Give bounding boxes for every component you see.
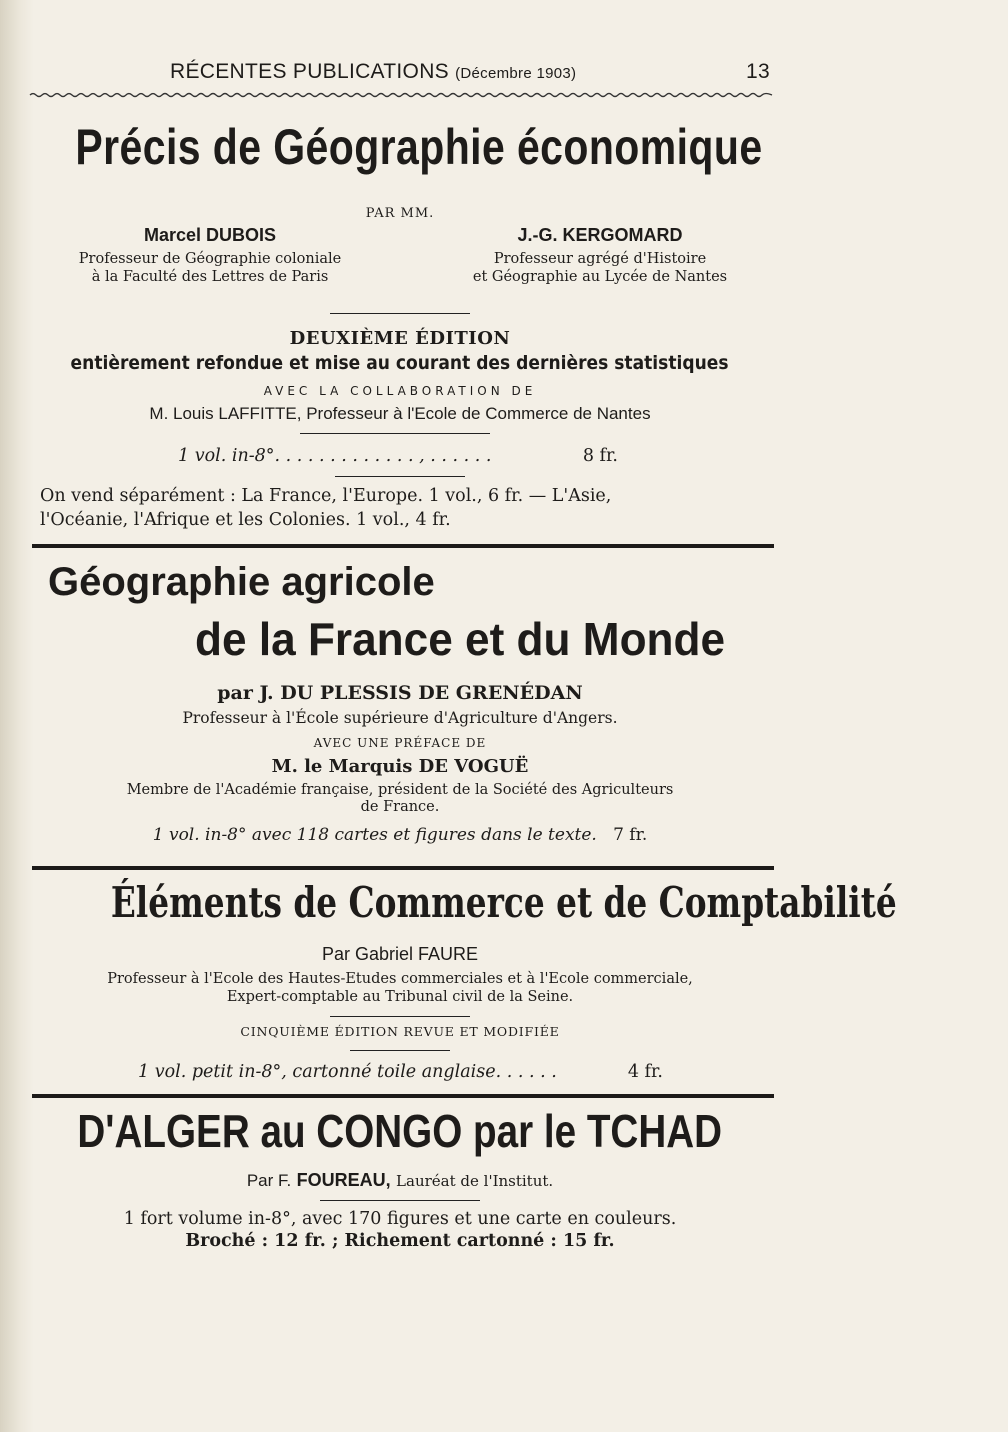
author1: [30, 225, 390, 286]
author1-role-line1: Professeur de Géographie coloniale: [78, 251, 342, 267]
book3-title-wrap: [0, 878, 897, 927]
book2-format-row: [0, 825, 800, 845]
book4-format: 1 fort volume in-8°, avec 170 figures et une carte en couleurs. Broché : 12 fr. ; Richement cartonné : 15 fr.: [123, 1209, 677, 1251]
author1-name: Marcel DUBOIS: [143, 225, 277, 245]
divider: [350, 1050, 450, 1051]
book3-author-role: Professeur à l'Ecole des Hautes-Etudes commerciales et à l'Ecole commerciale, Expert-comptable au Tribunal civil de la Seine.: [107, 971, 693, 1005]
divider: [335, 476, 465, 477]
divider: [320, 1200, 480, 1201]
book3-edition: CINQUIÈME ÉDITION REVUE ET MODIFIÉE: [240, 1024, 560, 1039]
book4-title: D'ALGER au CONGO par le TCHAD: [77, 1105, 723, 1157]
book3-format-row: [138, 1060, 663, 1084]
page-number: 13: [746, 60, 770, 83]
book1-separate: [40, 484, 775, 532]
section-rule: [32, 544, 774, 548]
book1-separate-line1: On vend séparément : La France, l'Europe. 1 vol., 6 fr. — L'Asie,: [40, 486, 612, 506]
book3-price: 4 fr.: [627, 1062, 663, 1082]
book2-price: 7 fr.: [613, 825, 648, 845]
running-header: [30, 60, 770, 84]
book1-collaborator: M. Louis LAFFITTE, Professeur à l'Ecole de Commerce de Nantes: [149, 404, 651, 423]
book1-edition-desc: entièrement refondue et mise au courant des dernières statistiques: [70, 352, 730, 374]
wavy-rule: [30, 92, 772, 98]
author1-role-line2: à la Faculté des Lettres de Paris: [91, 269, 329, 285]
book2-preface: AVEC UNE PRÉFACE DE: [313, 736, 487, 750]
book1-format: 1 vol. in-8°. . . . . . . . . . . . . , . . . . . .: [178, 446, 492, 466]
book1-edition: DEUXIÈME ÉDITION: [289, 328, 511, 349]
book2-title-line2: de la France et du Monde: [194, 613, 726, 665]
book3-title: Éléments de Commerce et de Comptabilité: [110, 878, 897, 927]
section-rule: [32, 1094, 774, 1098]
book1-title-wrap: [0, 118, 800, 176]
book3-format: 1 vol. petit in-8°, cartonné toile anglaise. . . . . .: [138, 1062, 557, 1082]
section-rule: [32, 866, 774, 870]
book1-by: PAR MM.: [365, 206, 435, 221]
divider: [330, 313, 470, 314]
book1-separate-line2: l'Océanie, l'Afrique et les Colonies. 1 vol., 4 fr.: [40, 510, 451, 530]
book1-format-row: [178, 444, 618, 468]
book2-title-line1: Géographie agricole: [48, 560, 435, 604]
running-title: RÉCENTES PUBLICATIONS: [170, 60, 449, 83]
header-date: (Décembre 1903): [455, 65, 577, 82]
author2-role-line1: Professeur agrégé d'Histoire: [493, 251, 707, 267]
book1-price: 8 fr.: [582, 446, 618, 466]
book2-preface-author: M. le Marquis DE VOGUË: [271, 756, 529, 777]
author2: [420, 225, 780, 286]
book1-title: Précis de Géographie économique: [75, 119, 763, 175]
book2-title-line1-wrap: [48, 560, 848, 605]
divider: [330, 1016, 470, 1017]
book2-author: par J. DU PLESSIS DE GRENÉDAN: [217, 682, 583, 704]
divider: [300, 433, 490, 434]
book3-author: Par Gabriel FAURE: [321, 944, 479, 964]
book4-author: Par F. FOUREAU, Lauréat de l'Institut.: [246, 1170, 554, 1190]
book2-title-line2-wrap: [0, 612, 800, 666]
author2-name: J.-G. KERGOMARD: [517, 225, 683, 245]
book1-authors: [30, 225, 780, 286]
book2-preface-role: Membre de l'Académie française, président de la Société des Agriculteurs de France.: [126, 782, 674, 815]
book2-format: 1 vol. in-8° avec 118 cartes et figures dans le texte.: [152, 825, 597, 845]
book1-collab: AVEC LA COLLABORATION DE: [263, 384, 537, 398]
book4-title-wrap: [0, 1104, 800, 1158]
book2-author-role: Professeur à l'École supérieure d'Agriculture d'Angers.: [182, 709, 618, 727]
author2-role-line2: et Géographie au Lycée de Nantes: [472, 269, 728, 285]
